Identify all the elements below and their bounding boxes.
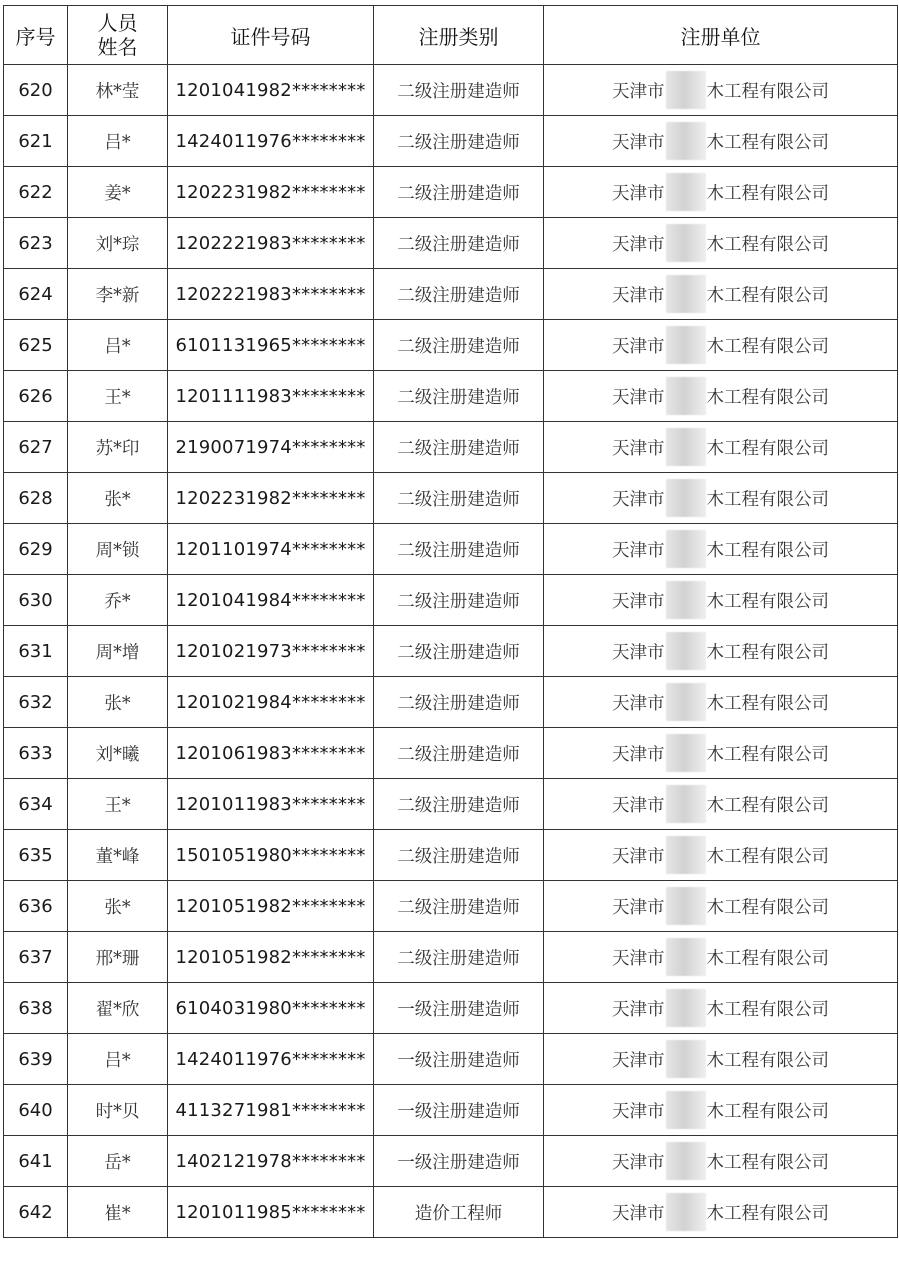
cell-serial-no: 639 [4,1034,68,1085]
unit-suffix: 木工程有限公司 [706,846,829,867]
cell-registration-type: 二级注册建造师 [374,371,544,422]
unit-text [612,71,829,109]
cell-person-name: 崔* [68,1187,168,1238]
cell-registration-unit [544,1085,898,1136]
cell-id-number: 1201101974******** [168,524,374,575]
unit-text [612,173,829,211]
unit-text [612,530,829,568]
cell-registration-type: 二级注册建造师 [374,779,544,830]
unit-suffix: 木工程有限公司 [706,591,829,612]
redaction-blur [666,428,706,466]
unit-prefix: 天津市 [612,795,665,816]
cell-person-name: 吕* [68,116,168,167]
unit-text [612,887,829,925]
redaction-blur [666,71,706,109]
cell-registration-type: 二级注册建造师 [374,881,544,932]
table-row [4,218,898,269]
cell-registration-unit [544,575,898,626]
table-row [4,371,898,422]
header-serial-no: 序号 [4,6,68,65]
redaction-blur [666,326,706,364]
cell-registration-unit [544,626,898,677]
cell-person-name: 林*莹 [68,65,168,116]
unit-suffix: 木工程有限公司 [706,795,829,816]
cell-serial-no: 625 [4,320,68,371]
cell-registration-type: 二级注册建造师 [374,422,544,473]
unit-prefix: 天津市 [612,336,665,357]
cell-id-number: 1202221983******** [168,218,374,269]
unit-text [612,785,829,823]
unit-text [612,1142,829,1180]
cell-id-number: 1202221983******** [168,269,374,320]
cell-id-number: 1501051980******** [168,830,374,881]
cell-person-name: 董*峰 [68,830,168,881]
cell-registration-type: 二级注册建造师 [374,575,544,626]
cell-id-number: 1201021973******** [168,626,374,677]
unit-text [612,938,829,976]
unit-text [612,326,829,364]
unit-suffix: 木工程有限公司 [706,540,829,561]
cell-registration-type: 二级注册建造师 [374,65,544,116]
redaction-blur [666,683,706,721]
redaction-blur [666,887,706,925]
redaction-blur [666,785,706,823]
table-row [4,983,898,1034]
table-row [4,779,898,830]
cell-id-number: 1402121978******** [168,1136,374,1187]
cell-serial-no: 636 [4,881,68,932]
unit-suffix: 木工程有限公司 [706,285,829,306]
redaction-blur [666,632,706,670]
cell-id-number: 1201041982******** [168,65,374,116]
unit-prefix: 天津市 [612,744,665,765]
unit-suffix: 木工程有限公司 [706,948,829,969]
cell-serial-no: 633 [4,728,68,779]
unit-suffix: 木工程有限公司 [706,183,829,204]
unit-suffix: 木工程有限公司 [706,132,829,153]
cell-registration-unit [544,677,898,728]
cell-registration-unit [544,1136,898,1187]
header-person-name [68,6,168,65]
redaction-blur [666,734,706,772]
unit-text [612,632,829,670]
header-id-number: 证件号码 [168,6,374,65]
unit-suffix: 木工程有限公司 [706,1203,829,1224]
table-row [4,116,898,167]
cell-serial-no: 632 [4,677,68,728]
redaction-blur [666,1142,706,1180]
unit-suffix: 木工程有限公司 [706,693,829,714]
table-row [4,1136,898,1187]
cell-id-number: 1201021984******** [168,677,374,728]
redaction-blur [666,938,706,976]
cell-person-name: 周*增 [68,626,168,677]
cell-registration-unit [544,116,898,167]
redaction-blur [666,479,706,517]
unit-prefix: 天津市 [612,285,665,306]
unit-suffix: 木工程有限公司 [706,387,829,408]
unit-prefix: 天津市 [612,183,665,204]
unit-text [612,581,829,619]
unit-text [612,224,829,262]
unit-prefix: 天津市 [612,642,665,663]
cell-id-number: 1201041984******** [168,575,374,626]
cell-person-name: 姜* [68,167,168,218]
cell-serial-no: 642 [4,1187,68,1238]
cell-serial-no: 627 [4,422,68,473]
cell-person-name: 吕* [68,320,168,371]
table-row [4,269,898,320]
table-row [4,728,898,779]
cell-serial-no: 629 [4,524,68,575]
table-row [4,1187,898,1238]
table-row [4,575,898,626]
cell-person-name: 岳* [68,1136,168,1187]
cell-registration-type: 二级注册建造师 [374,677,544,728]
cell-person-name: 刘*曦 [68,728,168,779]
cell-id-number: 1202231982******** [168,473,374,524]
table-row [4,830,898,881]
cell-registration-unit [544,728,898,779]
cell-registration-unit [544,167,898,218]
unit-prefix: 天津市 [612,234,665,255]
cell-serial-no: 635 [4,830,68,881]
cell-registration-type: 一级注册建造师 [374,1034,544,1085]
cell-id-number: 2190071974******** [168,422,374,473]
cell-serial-no: 626 [4,371,68,422]
unit-prefix: 天津市 [612,387,665,408]
cell-registration-unit [544,65,898,116]
cell-person-name: 王* [68,779,168,830]
redaction-blur [666,989,706,1027]
unit-prefix: 天津市 [612,1101,665,1122]
redaction-blur [666,122,706,160]
cell-registration-type: 二级注册建造师 [374,932,544,983]
cell-person-name: 张* [68,473,168,524]
unit-suffix: 木工程有限公司 [706,336,829,357]
unit-prefix: 天津市 [612,999,665,1020]
cell-registration-type: 二级注册建造师 [374,473,544,524]
redaction-blur [666,1091,706,1129]
redaction-blur [666,530,706,568]
cell-serial-no: 622 [4,167,68,218]
cell-serial-no: 623 [4,218,68,269]
unit-suffix: 木工程有限公司 [706,642,829,663]
unit-text [612,122,829,160]
cell-serial-no: 640 [4,1085,68,1136]
redaction-blur [666,581,706,619]
table-body [4,65,898,1238]
cell-person-name: 邢*珊 [68,932,168,983]
redaction-blur [666,275,706,313]
cell-serial-no: 621 [4,116,68,167]
cell-id-number: 1201011983******** [168,779,374,830]
cell-person-name: 时*贝 [68,1085,168,1136]
cell-registration-type: 二级注册建造师 [374,218,544,269]
cell-registration-unit [544,371,898,422]
cell-registration-type: 二级注册建造师 [374,830,544,881]
cell-serial-no: 630 [4,575,68,626]
unit-prefix: 天津市 [612,438,665,459]
unit-suffix: 木工程有限公司 [706,999,829,1020]
table-row [4,677,898,728]
cell-serial-no: 628 [4,473,68,524]
unit-text [612,1040,829,1078]
cell-registration-unit [544,1187,898,1238]
cell-id-number: 1424011976******** [168,116,374,167]
cell-person-name: 张* [68,677,168,728]
cell-id-number: 1201051982******** [168,881,374,932]
cell-id-number: 4113271981******** [168,1085,374,1136]
unit-text [612,377,829,415]
cell-serial-no: 637 [4,932,68,983]
cell-id-number: 1202231982******** [168,167,374,218]
cell-person-name: 周*锁 [68,524,168,575]
cell-registration-unit [544,830,898,881]
cell-person-name: 苏*印 [68,422,168,473]
cell-registration-unit [544,881,898,932]
cell-registration-type: 一级注册建造师 [374,983,544,1034]
unit-text [612,1193,829,1231]
unit-text [612,989,829,1027]
cell-id-number: 1201051982******** [168,932,374,983]
table-row [4,932,898,983]
table-row [4,320,898,371]
cell-registration-unit [544,524,898,575]
cell-person-name: 翟*欣 [68,983,168,1034]
header-row [4,6,898,65]
cell-id-number: 1424011976******** [168,1034,374,1085]
table-row [4,1085,898,1136]
cell-serial-no: 634 [4,779,68,830]
cell-registration-type: 造价工程师 [374,1187,544,1238]
unit-prefix: 天津市 [612,489,665,510]
table-row [4,626,898,677]
unit-prefix: 天津市 [612,1203,665,1224]
unit-prefix: 天津市 [612,591,665,612]
unit-prefix: 天津市 [612,1050,665,1071]
registration-table [3,5,898,1238]
redaction-blur [666,173,706,211]
cell-registration-type: 二级注册建造师 [374,116,544,167]
cell-person-name: 张* [68,881,168,932]
cell-registration-type: 二级注册建造师 [374,320,544,371]
unit-prefix: 天津市 [612,1152,665,1173]
unit-text [612,479,829,517]
cell-person-name: 李*新 [68,269,168,320]
cell-registration-type: 二级注册建造师 [374,167,544,218]
unit-suffix: 木工程有限公司 [706,744,829,765]
cell-serial-no: 641 [4,1136,68,1187]
redaction-blur [666,836,706,874]
cell-person-name: 王* [68,371,168,422]
unit-text [612,275,829,313]
table-row [4,65,898,116]
cell-id-number: 6101131965******** [168,320,374,371]
unit-suffix: 木工程有限公司 [706,234,829,255]
unit-prefix: 天津市 [612,540,665,561]
cell-id-number: 1201011985******** [168,1187,374,1238]
redaction-blur [666,1040,706,1078]
unit-prefix: 天津市 [612,846,665,867]
unit-suffix: 木工程有限公司 [706,1050,829,1071]
table-row [4,524,898,575]
cell-registration-unit [544,779,898,830]
cell-registration-type: 二级注册建造师 [374,728,544,779]
cell-person-name: 吕* [68,1034,168,1085]
cell-person-name: 乔* [68,575,168,626]
cell-registration-unit [544,983,898,1034]
cell-id-number: 1201061983******** [168,728,374,779]
cell-registration-type: 一级注册建造师 [374,1136,544,1187]
table-header [4,6,898,65]
cell-registration-unit [544,269,898,320]
cell-registration-unit [544,932,898,983]
unit-prefix: 天津市 [612,897,665,918]
unit-suffix: 木工程有限公司 [706,1152,829,1173]
unit-text [612,836,829,874]
cell-serial-no: 620 [4,65,68,116]
unit-text [612,734,829,772]
unit-suffix: 木工程有限公司 [706,897,829,918]
unit-prefix: 天津市 [612,948,665,969]
cell-registration-unit [544,422,898,473]
cell-registration-unit [544,320,898,371]
unit-text [612,683,829,721]
cell-registration-unit [544,1034,898,1085]
redaction-blur [666,377,706,415]
unit-suffix: 木工程有限公司 [706,489,829,510]
cell-registration-unit [544,473,898,524]
redaction-blur [666,1193,706,1231]
cell-serial-no: 624 [4,269,68,320]
redaction-blur [666,224,706,262]
unit-suffix: 木工程有限公司 [706,1101,829,1122]
unit-text [612,1091,829,1129]
cell-registration-unit [544,218,898,269]
unit-prefix: 天津市 [612,693,665,714]
unit-suffix: 木工程有限公司 [706,81,829,102]
header-registration-unit: 注册单位 [544,6,898,65]
unit-prefix: 天津市 [612,81,665,102]
header-registration-type: 注册类别 [374,6,544,65]
cell-registration-type: 二级注册建造师 [374,524,544,575]
header-person-name-line1: 人员 [97,11,138,35]
cell-serial-no: 638 [4,983,68,1034]
table-row [4,881,898,932]
table-row [4,473,898,524]
unit-text [612,428,829,466]
header-person-name-line2: 姓名 [97,35,138,59]
cell-registration-type: 一级注册建造师 [374,1085,544,1136]
cell-person-name: 刘*琮 [68,218,168,269]
table-row [4,167,898,218]
cell-registration-type: 二级注册建造师 [374,269,544,320]
cell-id-number: 1201111983******** [168,371,374,422]
unit-prefix: 天津市 [612,132,665,153]
cell-serial-no: 631 [4,626,68,677]
cell-registration-type: 二级注册建造师 [374,626,544,677]
cell-id-number: 6104031980******** [168,983,374,1034]
unit-suffix: 木工程有限公司 [706,438,829,459]
table-row [4,422,898,473]
table-row [4,1034,898,1085]
